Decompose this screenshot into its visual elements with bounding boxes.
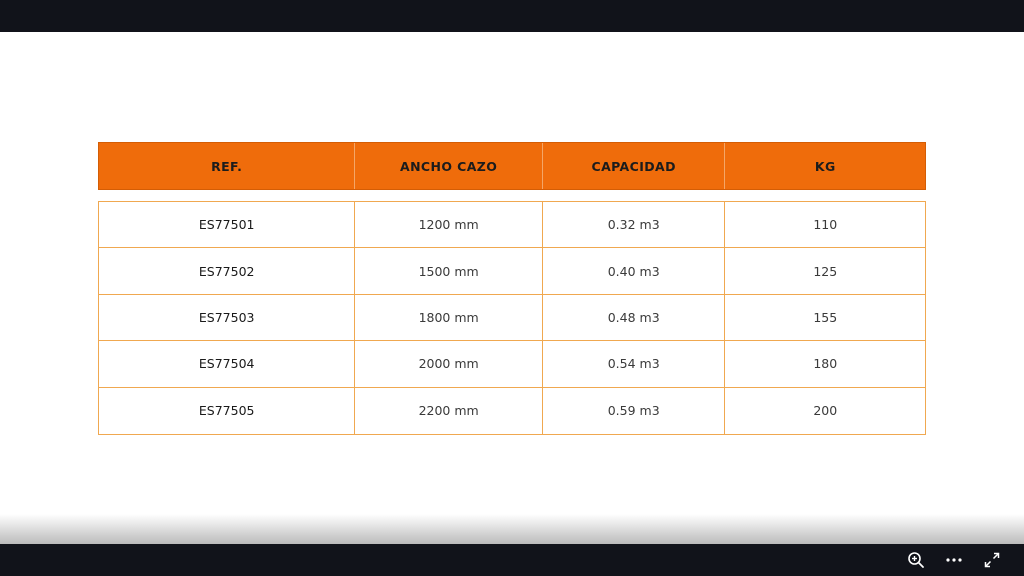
- cell-ancho-cazo: 1500 mm: [355, 248, 543, 293]
- cell-ancho-cazo: 2200 mm: [355, 388, 543, 434]
- cell-ref: ES77502: [99, 248, 355, 293]
- cell-capacidad: 0.54 m3: [543, 341, 726, 386]
- cell-ancho-cazo: 1800 mm: [355, 295, 543, 340]
- cell-capacidad: 0.48 m3: [543, 295, 726, 340]
- cell-kg: 200: [813, 403, 838, 419]
- column-header-ref: REF.: [99, 143, 355, 189]
- table-row: [99, 295, 925, 341]
- cell-kg: 155: [813, 309, 838, 325]
- table-row: [99, 388, 925, 434]
- viewer-controls: [906, 544, 1002, 576]
- cell-ref: ES77504: [99, 341, 355, 386]
- slide-bottom-fade: [0, 514, 1024, 544]
- column-header-ancho-cazo: ANCHO CAZO: [355, 143, 543, 189]
- fullscreen-button[interactable]: [982, 550, 1002, 570]
- column-header-capacidad: CAPACIDAD: [543, 143, 726, 189]
- slide-canvas: [0, 32, 1024, 544]
- table-body: [98, 201, 926, 435]
- cell-ancho-cazo: 2000 mm: [355, 341, 543, 386]
- cell-kg: 180: [813, 356, 838, 372]
- zoom-in-button[interactable]: [906, 550, 926, 570]
- more-options-button[interactable]: [944, 550, 964, 570]
- fullscreen-icon: [984, 552, 1000, 568]
- cell-ref: ES77503: [99, 295, 355, 340]
- cell-ref: ES77505: [99, 388, 355, 434]
- cell-ancho-cazo: 1200 mm: [355, 202, 543, 247]
- zoom-in-icon: [907, 551, 925, 569]
- cell-kg: 125: [813, 263, 838, 279]
- cell-kg: 110: [813, 217, 838, 233]
- column-header-kg: KG: [814, 158, 836, 174]
- table-header: [98, 142, 926, 190]
- bottom-toolbar: [0, 544, 1024, 576]
- more-icon: [945, 551, 963, 569]
- cell-capacidad: 0.40 m3: [543, 248, 726, 293]
- top-bar: [0, 0, 1024, 32]
- table-row: [99, 202, 925, 248]
- table-row: [99, 341, 925, 387]
- table-row: [99, 248, 925, 294]
- cell-ref: ES77501: [99, 202, 355, 247]
- cell-capacidad: 0.59 m3: [543, 388, 726, 434]
- cell-capacidad: 0.32 m3: [543, 202, 726, 247]
